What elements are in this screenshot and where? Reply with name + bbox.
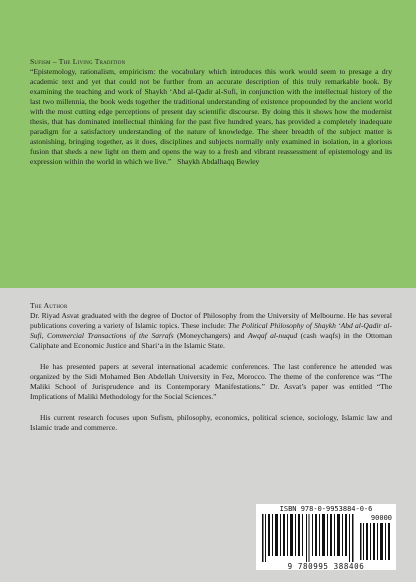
author-paragraph-2: He has presented papers at several international academic conferences. The last conference he attended was organized by the Sidi Mohamed Ben Abdellah University in Fez, Morocco. The theme of the conference was “The Maliki School of Jurisprudence and its Contemporary Manifestations.” Dr. Asvat’s paper was entitled “The Implications of Maliki Methodology for the Social Sciences.” xyxy=(30,362,392,402)
book-title-awqaf: Awqaf al-nuqud xyxy=(247,331,298,341)
sufism-heading: Sufism – The Living Tradition xyxy=(30,57,126,66)
author-p1-text: Dr. Riyad Asvat graduated with the degree of Doctor of Philosophy from the University of Melbourne. He has several publications covering a variety of Islamic topics. These include: xyxy=(30,311,392,331)
barcode-bars xyxy=(262,514,354,562)
barcode-digits: 9 780995 388406 xyxy=(287,562,365,571)
addon-bars xyxy=(360,523,392,560)
price-addon-code: 90000 xyxy=(370,514,392,522)
isbn-barcode xyxy=(256,504,396,570)
author-bio xyxy=(30,311,392,433)
quote-attribution: Shaykh Abdalhaqq Bewley xyxy=(177,157,260,167)
author-heading: The Author xyxy=(30,301,68,310)
author-p1-text-3: (cash waqfs) in the Ottoman Caliphate and Economic Justice and Shari‘a in the Islamic State. xyxy=(30,331,392,351)
isbn-label: ISBN 978-0-9953884-0-6 xyxy=(279,505,373,513)
sufism-quote-block xyxy=(30,67,392,167)
author-paragraph-1 xyxy=(30,311,392,351)
book-title-commercial-transactions: Commercial Transactions of the Sarrafs xyxy=(46,331,174,341)
sufism-quote: “Epistemology, rationalism, empiricism: the vocabulary which introduces this work would seem to presage a dry academic text and yet that could not be further from an accurate description of this truly remarkable book. By examining the teaching and work of Shaykh ‘Abd al-Qadir al-Sufi, in conjunction with the intellectual history of the last two millennia, the book weds together the traditional understanding of existence propounded by the ancient world with the most cutting edge perceptions of present day scientific discourse. By doing this it shows how the modernist thesis, that has dominated intellectual thinking for the past five hundred years, has provided a completely inadequate paradigm for a satisfactory understanding of the nature of knowledge. The sheer breadth of the subject matter is astonishing, bringing together, as it does, disciplines and subjects normally only examined in isolation, in a glorious fusion that sheds a new light on them and opens the way to a fresh and vibrant reassessment of epistemology and its expression within the world in which we live.” xyxy=(30,67,392,167)
author-p1-sep: , xyxy=(41,331,47,341)
book-title-political-philosophy: The Political Philosophy of Shaykh ‘Abd al-Qadir al-Sufi xyxy=(30,321,393,341)
author-p1-text-2: (Moneychangers) and xyxy=(173,331,248,341)
author-paragraph-3: His current research focuses upon Sufism, philosophy, economics, political science, sociology, Islamic law and Islamic trade and commerce. xyxy=(30,413,392,433)
